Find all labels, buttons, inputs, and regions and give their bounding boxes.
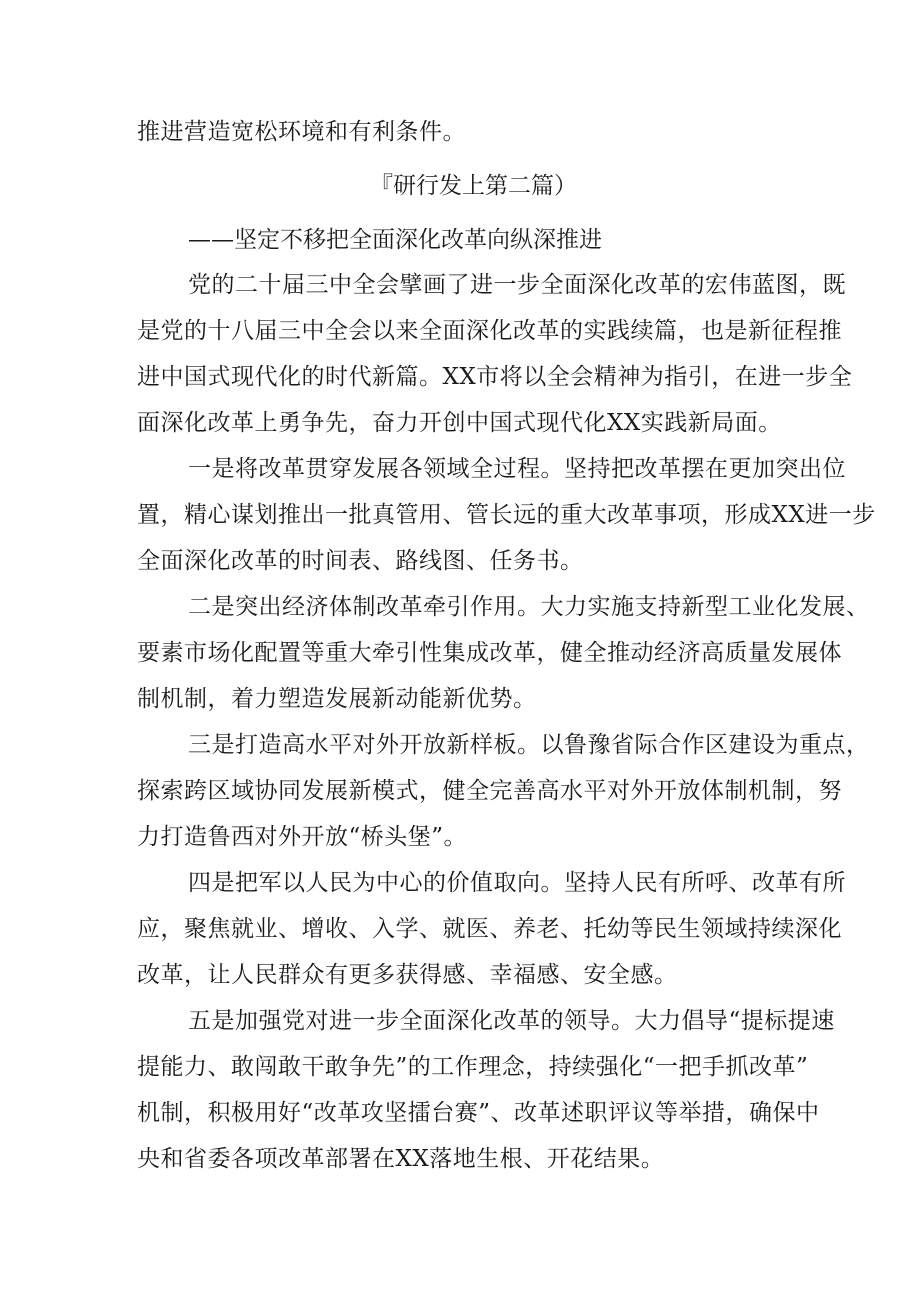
paragraph-line: 是党的十八届三中全会以来全面深化改革的实践续篇，也是新征程推 [137,318,842,344]
section-subtitle: ——坚定不移把全面深化改革向纵深推进 [188,227,602,253]
paragraph-line: 改革，让人民群众有更多获得感、幸福感、安全感。 [137,962,678,988]
paragraph-line: 提能力、敢闯敢干敢争先”的工作理念，持续强化“一把手抓改革” [137,1054,809,1080]
paragraph-line: 力打造鲁西对外开放“桥头堡”。 [137,824,468,850]
section-title: 『研行发上第二篇） [370,173,577,199]
paragraph-line: 一是将改革贯穿发展各领域全过程。坚持把改革摆在更加突出位 [188,456,846,482]
paragraph-line: 制机制，着力塑造发展新动能新优势。 [137,686,537,712]
paragraph-line: 要素市场化配置等重大牵引性集成改革，健全推动经济高质量发展体 [137,640,842,666]
paragraph-line: 党的二十届三中全会擘画了进一步全面深化改革的宏伟蓝图，既 [188,272,846,298]
paragraph-line: 央和省委各项改革部署在XX落地生根、开花结果。 [137,1146,665,1172]
paragraph-line: 机制，积极用好“改革攻坚擂台赛”、改革述职评议等举措，确保中 [137,1100,820,1126]
paragraph-line: 全面深化改革的时间表、路线图、任务书。 [137,548,584,574]
paragraph-line: 二是突出经济体制改革牵引作用。大力实施支持新型工业化发展、 [188,594,870,620]
paragraph-line: 五是加强党对进一步全面深化改革的领导。大力倡导“提标提速 [188,1008,835,1034]
carryover-line: 推进营造宽松环境和有利条件。 [137,119,466,145]
paragraph-line: 置，精心谋划推出一批真管用、管长远的重大改革事项，形成XX进一步 [137,502,876,528]
paragraph-line: 四是把军以人民为中心的价值取向。坚持人民有所呼、改革有所 [188,870,846,896]
paragraph-line: 应，聚焦就业、增收、入学、就医、养老、托幼等民生领域持续深化 [137,916,842,942]
paragraph-line: 探索跨区域协同发展新模式，健全完善高水平对外开放体制机制，努 [137,778,842,804]
paragraph-line: 面深化改革上勇争先，奋力开创中国式现代化XX实践新局面。 [137,410,782,436]
paragraph-line: 三是打造高水平对外开放新样板。以鲁豫省际合作区建设为重点， [188,732,870,758]
paragraph-line: 进中国式现代化的时代新篇。XX市将以全会精神为指引，在进一步全 [137,364,853,390]
